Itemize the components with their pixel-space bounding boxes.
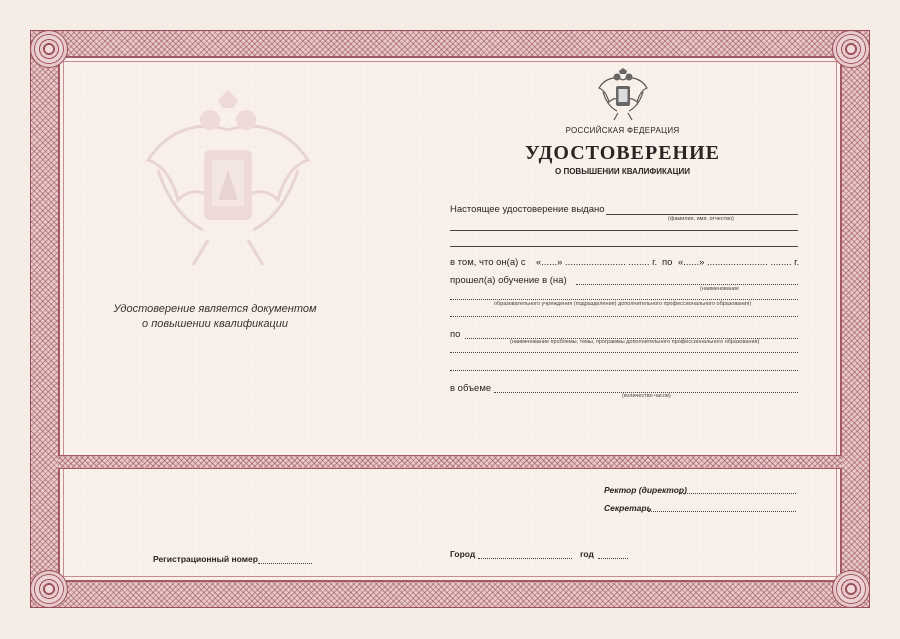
coat-of-arms-icon xyxy=(597,68,649,122)
by-prefix: по xyxy=(450,329,461,340)
corner-rosette-icon xyxy=(832,30,870,68)
page-title: УДОСТОВЕРЕНИЕ xyxy=(525,142,720,164)
reg-number-line xyxy=(258,563,312,564)
institution-line xyxy=(450,316,798,317)
secretary-signature-line xyxy=(648,511,796,512)
issued-to-label: Настоящее удостоверение выдано xyxy=(450,204,605,215)
rector-label: Ректор (директор) xyxy=(604,485,687,495)
corner-rosette-icon xyxy=(30,30,68,68)
name-line xyxy=(450,230,798,231)
city-label: Город xyxy=(450,549,476,559)
left-note xyxy=(100,302,330,332)
country-label: РОССИЙСКАЯ ФЕДЕРАЦИЯ xyxy=(565,126,680,135)
period-to-prefix: по xyxy=(662,257,673,268)
rector-signature-line xyxy=(680,493,796,494)
page-subtitle: О ПОВЫШЕНИИ КВАЛИФИКАЦИИ xyxy=(555,167,690,176)
corner-rosette-icon xyxy=(832,570,870,608)
institution-hint: образовательного учреждения (подразделения) дополнительного профессионального образования) xyxy=(494,301,752,307)
corner-rosette-icon xyxy=(30,570,68,608)
city-line xyxy=(478,558,572,559)
year-label: год xyxy=(580,549,594,559)
issued-to-hint: (фамилия, имя, отчество) xyxy=(668,216,734,222)
period-from: «......» ....................... ........ г. xyxy=(536,257,658,268)
left-note-line: Удостоверение является документом xyxy=(113,303,317,315)
divider-band xyxy=(58,455,842,469)
studied-line xyxy=(576,284,798,285)
issued-to-line xyxy=(606,214,798,215)
studied-label: прошел(а) обучение в (на) xyxy=(450,275,567,286)
volume-hint: (количество часов) xyxy=(622,393,671,399)
volume-label: в объеме xyxy=(450,383,492,394)
program-line xyxy=(450,352,798,353)
secretary-label: Секретарь xyxy=(604,503,652,513)
studied-hint: (наименование xyxy=(700,286,740,292)
name-line xyxy=(450,246,798,247)
coat-of-arms-watermark-icon xyxy=(138,90,318,280)
left-note-line: о повышении квалификации xyxy=(142,318,288,330)
program-line xyxy=(450,370,798,371)
reg-number-label: Регистрационный номер xyxy=(153,554,258,564)
period-prefix: в том, что он(а) с xyxy=(450,257,526,268)
institution-line xyxy=(450,299,798,300)
year-line xyxy=(598,558,628,559)
period-to: «......» ....................... ........ г. xyxy=(678,257,800,268)
program-hint: (наименование проблемы, темы, программы дополнительного профессионального образования) xyxy=(510,339,760,345)
